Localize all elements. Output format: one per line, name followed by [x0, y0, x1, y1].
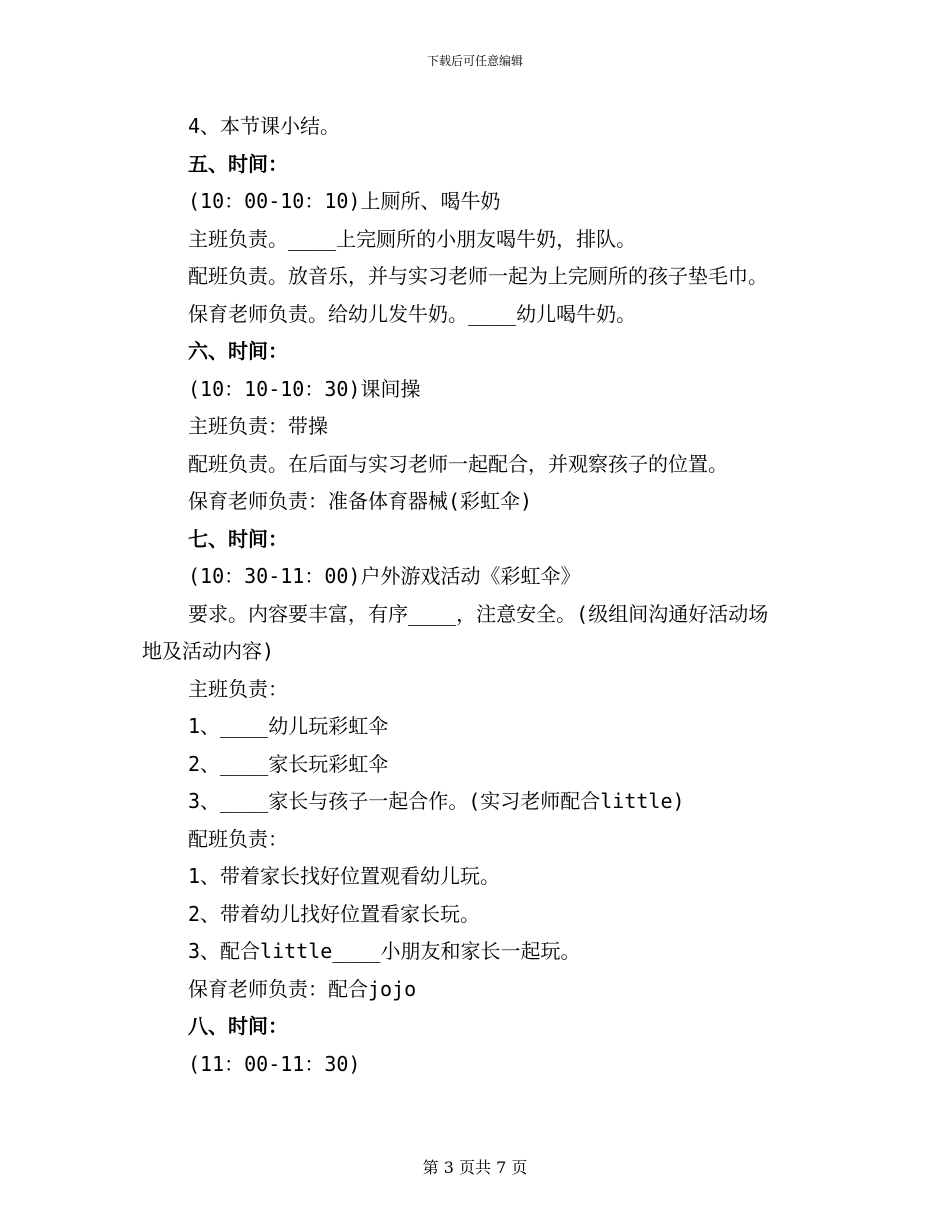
text-line: 配班负责。放音乐，并与实习老师一起为上完厕所的孩子垫毛巾。 — [188, 264, 768, 288]
list-item: 2、带着幼儿找好位置看家长玩。 — [188, 901, 481, 926]
text-line: (10：10-10：30)课间操 — [188, 376, 421, 401]
document-body — [142, 108, 822, 1083]
section-heading: 六、时间： — [188, 339, 288, 363]
list-item: 3、____家长与孩子一起合作。(实习老师配合little) — [188, 789, 685, 813]
text-line: 保育老师负责：准备体育器械(彩虹伞) — [188, 489, 533, 513]
text-line: 保育老师负责：配合jojo — [188, 976, 417, 1001]
text-line: 配班负责。在后面与实习老师一起配合，并观察孩子的位置。 — [188, 451, 728, 476]
text-line: 要求。内容要丰富，有序____，注意安全。(级组间沟通好活动场 — [188, 601, 769, 626]
text-line: 主班负责： — [188, 676, 288, 701]
list-item: 3、配合little____小朋友和家长一起玩。 — [188, 939, 581, 963]
page-number: 第 3 页共 7 页 — [422, 1158, 528, 1177]
list-item: 1、带着家长找好位置观看幼儿玩。 — [188, 864, 501, 888]
page-header: 下载后可任意编辑 — [426, 54, 523, 68]
text-line: (10：30-11：00)户外游戏活动《彩虹伞》 — [188, 564, 581, 588]
section-heading: 七、时间： — [188, 526, 288, 551]
text-line: 4、本节课小结。 — [188, 114, 341, 138]
text-line: 主班负责。____上完厕所的小朋友喝牛奶，排队。 — [188, 226, 637, 251]
text-line: 保育老师负责。给幼儿发牛奶。____幼儿喝牛奶。 — [188, 301, 637, 326]
text-line: 配班负责： — [188, 826, 288, 851]
text-line: 地及活动内容) — [142, 639, 275, 663]
list-item: 2、____家长玩彩虹伞 — [188, 751, 389, 776]
text-line: (11：00-11：30) — [188, 1051, 361, 1076]
section-heading: 五、时间： — [188, 151, 288, 176]
text-line: 主班负责：带操 — [188, 414, 328, 438]
text-line: (10：00-10：10)上厕所、喝牛奶 — [188, 189, 501, 213]
section-heading: 八、时间： — [188, 1014, 288, 1038]
list-item: 1、____幼儿玩彩虹伞 — [188, 714, 389, 738]
